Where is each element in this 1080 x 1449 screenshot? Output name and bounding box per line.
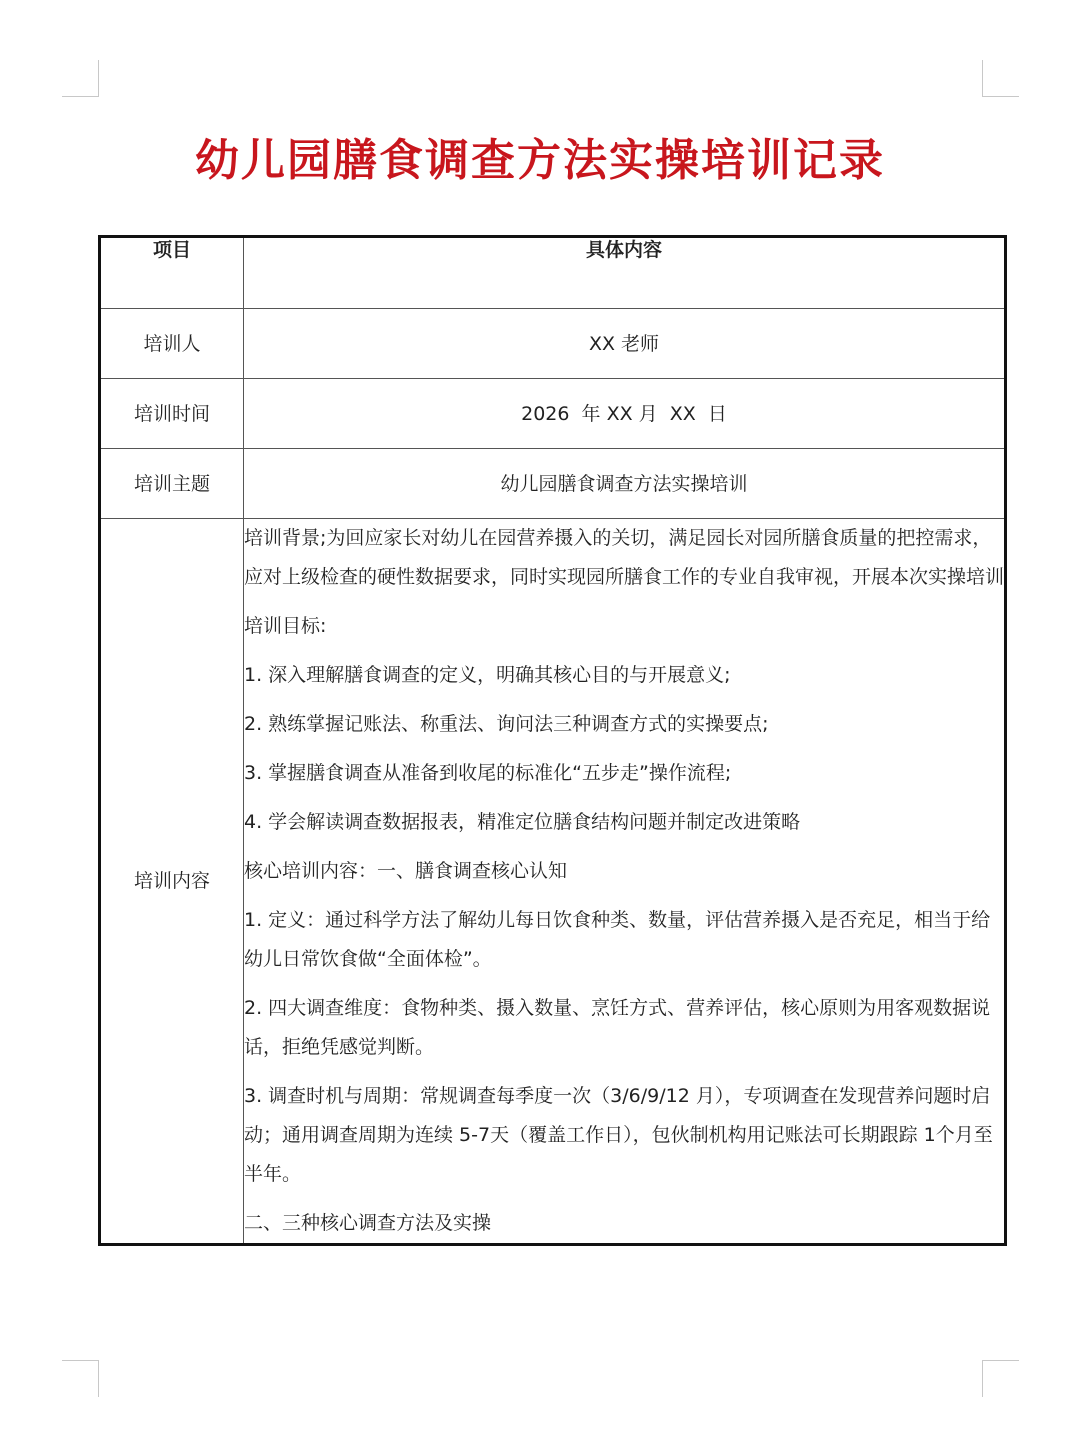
content-section-2-heading: 二、三种核心调查方法及实操 [244,1212,492,1234]
row-value-time: 2026 年 XX 月 XX 日 [244,379,1006,449]
content-core-1: 1. 定义：通过科学方法了解幼儿每日饮食种类、数量，评估营养摄入是否充足，相当于给幼儿日常饮食做“全面体检”。 [244,909,991,970]
content-goal-3: 3. 掌握膳食调查从准备到收尾的标准化“五步走”操作流程; [244,762,732,784]
content-goal-4: 4. 学会解读调查数据报表，精准定位膳食结构问题并制定改进策略 [244,811,801,833]
table-row [100,309,1006,379]
header-content: 具体内容 [244,237,1006,309]
content-core-heading: 核心培训内容：一、膳食调查核心认知 [244,860,568,882]
content-background: 培训背景;为回应家长对幼儿在园营养摄入的关切，满足园长对园所膳食质量的把控需求，应对上级检查的硬性数据要求，同时实现园所膳食工作的专业自我审视，开展本次实操培训 [244,527,1005,588]
crop-mark-bottom-left [62,1360,99,1397]
training-record-table [98,235,1007,1246]
row-label-content: 培训内容 [100,519,244,1245]
table-row [100,449,1006,519]
content-cell [244,519,1006,1245]
content-core-2: 2. 四大调查维度：食物种类、摄入数量、烹饪方式、营养评估，核心原则为用客观数据说话，拒绝凭感觉判断。 [244,997,991,1058]
row-label-time: 培训时间 [100,379,244,449]
header-item: 项目 [100,237,244,309]
content-core-3: 3. 调查时机与周期：常规调查每季度一次（3/6/9/12 月），专项调查在发现营养问题时启动；通用调查周期为连续 5-7天（覆盖工作日），包伙制机构用记账法可长期跟踪 1个月至半年。 [244,1085,993,1185]
content-goal-2: 2. 熟练掌握记账法、称重法、询问法三种调查方式的实操要点; [244,713,769,735]
table-header-row [100,237,1006,309]
row-label-trainer: 培训人 [100,309,244,379]
content-goals-heading: 培训目标: [244,615,327,637]
row-value-topic: 幼儿园膳食调查方法实操培训 [244,449,1006,519]
crop-mark-top-right [982,60,1019,97]
row-value-trainer: XX 老师 [244,309,1006,379]
table-row-content [100,519,1006,1245]
content-goal-1: 1. 深入理解膳食调查的定义，明确其核心目的与开展意义; [244,664,731,686]
document-title: 幼儿园膳食调查方法实操培训记录 [195,135,885,186]
crop-mark-top-left [62,60,99,97]
table-row [100,379,1006,449]
row-label-topic: 培训主题 [100,449,244,519]
crop-mark-bottom-right [982,1360,1019,1397]
